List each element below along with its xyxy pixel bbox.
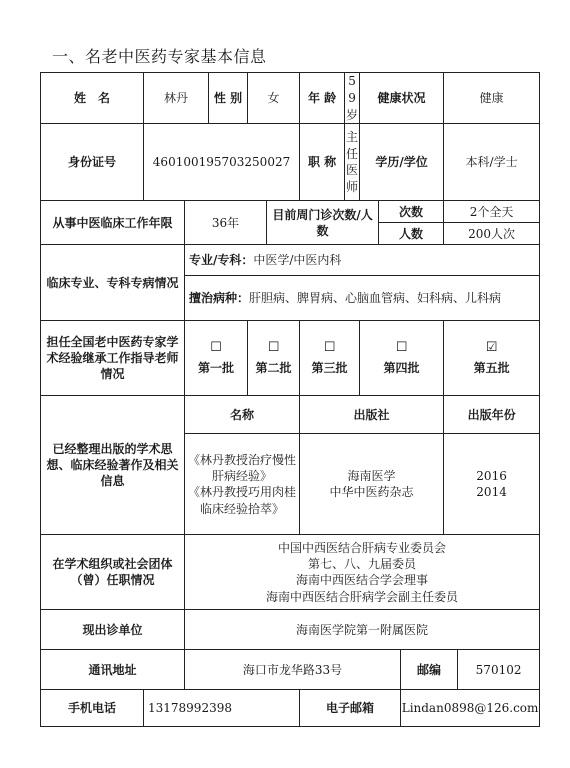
education-value: 本科/学士 bbox=[444, 124, 540, 201]
major-key: 专业/专科： bbox=[189, 253, 254, 268]
email-label: 电子邮箱 bbox=[300, 690, 401, 727]
mentor-label: 担任全国老中医药专家学术经验继承工作指导老师情况 bbox=[41, 321, 185, 396]
pub-years: 2016 2014 bbox=[444, 434, 540, 535]
clinic-people-value: 200人次 bbox=[444, 223, 540, 245]
good-key: 擅治病种： bbox=[189, 291, 250, 306]
batch-4: ☐ 第四批 bbox=[360, 321, 444, 396]
email-value: Lindan0898@126.com bbox=[401, 690, 540, 727]
name-label: 姓 名 bbox=[41, 73, 144, 124]
specialty-label: 临床专业、专科专病情况 bbox=[41, 245, 185, 321]
clinic-times-value: 2个全天 bbox=[444, 201, 540, 223]
clinic-people-label: 人数 bbox=[379, 223, 444, 245]
checkbox-batch-4[interactable]: ☐ bbox=[395, 339, 408, 355]
zip-value: 570102 bbox=[458, 650, 540, 690]
major-value: 中医学/中医内科 bbox=[253, 253, 342, 268]
expert-info-table bbox=[40, 72, 540, 727]
checkbox-batch-1[interactable]: ☐ bbox=[210, 339, 222, 355]
gender-label: 性 别 bbox=[209, 73, 248, 124]
address-value: 海口市龙华路33号 bbox=[185, 650, 401, 690]
clinic-label: 目前周门诊次数/人数 bbox=[267, 201, 379, 245]
pub-publishers: 海南医学 中华中医药杂志 bbox=[300, 434, 444, 535]
batch-2: ☐ 第二批 bbox=[248, 321, 300, 396]
specialty-major bbox=[185, 245, 540, 276]
checkbox-batch-3[interactable]: ☐ bbox=[323, 339, 336, 355]
id-label: 身份证号 bbox=[41, 124, 144, 201]
education-label: 学历/学位 bbox=[360, 124, 444, 201]
age-value: 59岁 bbox=[345, 73, 360, 124]
pub-col-publisher: 出版社 bbox=[300, 396, 444, 434]
checkbox-batch-2[interactable]: ☐ bbox=[267, 339, 280, 355]
title-value: 主任医师 bbox=[345, 124, 360, 201]
batch-5: ☑ 第五批 bbox=[444, 321, 540, 396]
phone-value: 13178992398 bbox=[144, 690, 300, 727]
section-heading: 一、名老中医药专家基本信息 bbox=[52, 47, 267, 66]
organizations-label: 在学术组织或社会团体（曾）任职情况 bbox=[41, 535, 185, 610]
work-years-label: 从事中医临床工作年限 bbox=[41, 201, 185, 245]
unit-label: 现出诊单位 bbox=[41, 610, 185, 650]
unit-value: 海南医学院第一附属医院 bbox=[185, 610, 540, 650]
batch-1: ☐ 第一批 bbox=[185, 321, 248, 396]
pub-col-year: 出版年份 bbox=[444, 396, 540, 434]
batch-3: ☐ 第三批 bbox=[300, 321, 360, 396]
address-label: 通讯地址 bbox=[41, 650, 185, 690]
publications-label: 已经整理出版的学术思想、临床经验著作及相关信息 bbox=[41, 396, 185, 535]
health-label: 健康状况 bbox=[360, 73, 444, 124]
title-label: 职 称 bbox=[300, 124, 345, 201]
clinic-times-label: 次数 bbox=[379, 201, 444, 223]
good-value: 肝胆病、脾胃病、心脑血管病、妇科病、儿科病 bbox=[249, 291, 502, 306]
work-years-value: 36年 bbox=[185, 201, 267, 245]
phone-label: 手机电话 bbox=[41, 690, 144, 727]
name-value: 林丹 bbox=[144, 73, 209, 124]
zip-label: 邮编 bbox=[401, 650, 458, 690]
checkbox-batch-5[interactable]: ☑ bbox=[485, 339, 498, 355]
gender-value: 女 bbox=[248, 73, 300, 124]
pub-col-name: 名称 bbox=[185, 396, 300, 434]
id-value: 460100195703250027 bbox=[144, 124, 300, 201]
pub-names: 《林丹教授治疗慢性肝病经验》 《林丹教授巧用肉桂临床经验拾萃》 bbox=[185, 434, 300, 535]
health-value: 健康 bbox=[444, 73, 540, 124]
specialty-diseases bbox=[185, 276, 540, 321]
age-label: 年 龄 bbox=[300, 73, 345, 124]
organizations-value: 中国中西医结合肝病专业委员会 第七、八、九届委员 海南中西医结合学会理事 海南中西医结合肝病学会副主任委员 bbox=[185, 535, 540, 610]
